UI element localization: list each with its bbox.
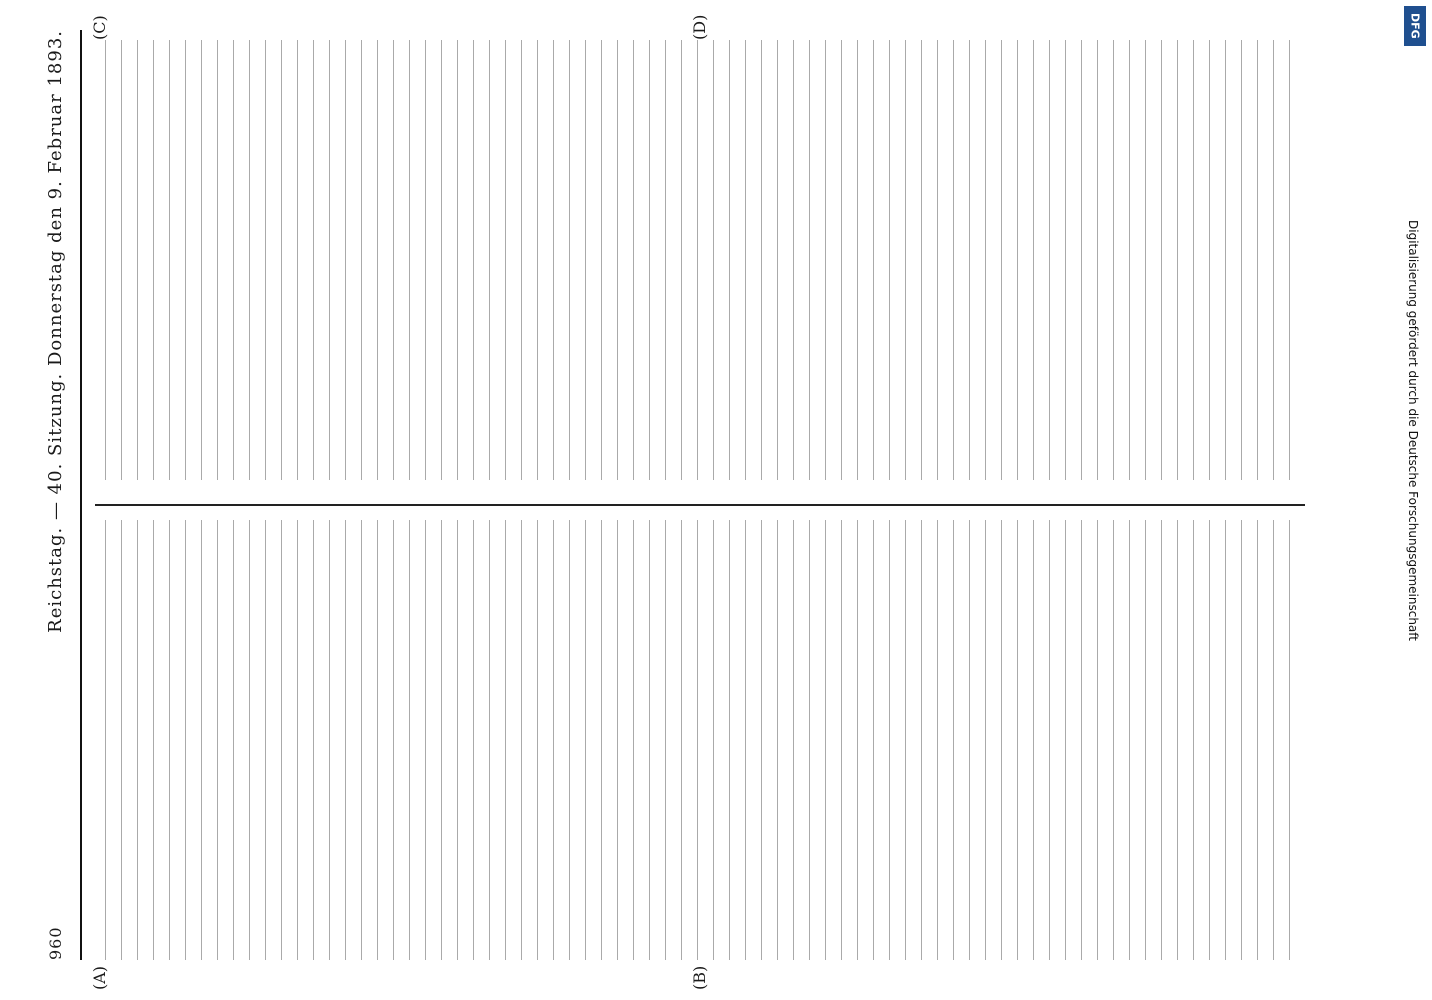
right-column [95,40,1305,480]
digitization-credit: Digitalisierung gefördert durch die Deutsche Forschungsgemeinschaft [1406,220,1420,642]
right-column-text [95,40,1305,480]
page-number: 960 [45,926,65,960]
margin-marker-c: (C) [90,15,109,40]
margin-marker-b: (B) [690,965,709,990]
column-divider [95,504,1305,506]
header-title: Reichstag. — 40. Sitzung. Donnerstag den 9. Februar 1893. [44,30,66,633]
dfg-logo: DFG [1404,6,1426,46]
left-column-text [95,520,1305,960]
page-header [35,30,75,960]
margin-marker-a: (A) [90,965,109,990]
margin-marker-d: (D) [690,14,709,40]
digitization-sidebar [1392,0,1432,1000]
left-column [95,520,1305,960]
header-rule [80,30,82,960]
